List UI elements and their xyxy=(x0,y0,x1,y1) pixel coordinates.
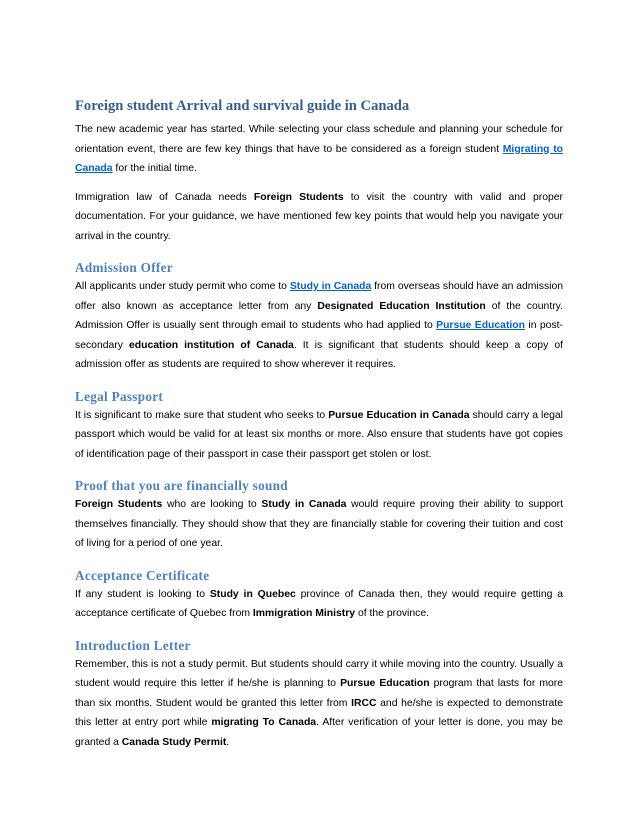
bold-term: Foreign Students xyxy=(253,191,344,203)
bold-term: Study in Quebec xyxy=(209,588,296,600)
text-run: province of Canada then, they would require getting a acceptance certificate of Quebec from xyxy=(75,588,564,619)
text-run: . xyxy=(226,736,230,748)
text-run: would require proving their ability to support themselves financially. They should show that they are financially stable for covering their tuition and cost of living for a period of one year. xyxy=(75,499,564,549)
acceptance-certificate-paragraph xyxy=(75,585,563,624)
document-page xyxy=(75,96,563,752)
text-run: and he/she is expected to demonstrate this letter at entry port while xyxy=(75,697,563,728)
admission-offer-paragraph xyxy=(75,277,563,375)
bold-term: Pursue Education in Canada xyxy=(328,409,470,421)
text-run: It is significant to make sure that student who seeks to xyxy=(75,409,329,421)
financial-proof-heading: Proof that you are financially sound xyxy=(75,478,288,493)
introduction-letter-heading: Introduction Letter xyxy=(75,637,191,653)
text-run: Immigration law of Canada needs xyxy=(75,191,254,203)
text-run: for the initial time. xyxy=(112,163,197,174)
bold-term: Immigration Ministry xyxy=(252,608,356,619)
text-run: of the country. Admission Offer is usually sent through email to students who had applied to xyxy=(75,300,563,331)
bold-term: Pursue Education xyxy=(340,678,430,689)
bold-term: IRCC xyxy=(351,697,377,709)
text-run: The new academic year has started. While selecting your class schedule and planning your schedule for orientation event, there are few key things that have to be considered as a foreign student xyxy=(75,124,563,155)
text-run: who are looking to xyxy=(162,499,262,510)
financial-proof-paragraph xyxy=(75,495,563,554)
bold-term: education institution of Canada xyxy=(129,339,294,351)
text-run: program that lasts for more than six months. Student would be granted this letter from xyxy=(75,678,563,709)
text-run: should carry a legal passport which would be valid for at least six months or more. Also ensure that students have got copies of identification page of their passport in case their passport get stolen or lost. xyxy=(75,409,563,460)
text-run: from overseas should have an admission offer also known as acceptance letter from any xyxy=(75,281,564,312)
text-run: . It is significant that students should keep a copy of admission offer as students are required to show wherever it requires. xyxy=(75,339,564,370)
intro-paragraph-2 xyxy=(75,188,563,247)
bold-term: Foreign Students xyxy=(75,499,163,510)
text-run: Remember, this is not a study permit. But students should carry it while moving into the country. Usually a student would require this letter if he/she is planning to xyxy=(75,658,563,689)
admission-offer-heading: Admission Offer xyxy=(75,260,173,275)
introduction-letter-paragraph xyxy=(75,655,563,753)
text-run: to visit the country with valid and proper documentation. For your guidance, we have mentioned few key points that would help you navigate your arrival in the country. xyxy=(75,191,563,242)
text-run: in post-secondary xyxy=(75,320,563,351)
text-run: . After verification of your letter is done, you may be granted a xyxy=(75,717,563,748)
migrating-to-canada-link[interactable]: Migrating to Canada xyxy=(75,143,564,174)
bold-term: Canada Study Permit xyxy=(121,736,227,748)
text-run: If any student is looking to xyxy=(75,588,210,600)
bold-term: migrating To Canada xyxy=(211,717,317,728)
pursue-education-link[interactable]: Pursue Education xyxy=(436,320,525,331)
acceptance-certificate-heading: Acceptance Certificate xyxy=(75,567,210,583)
legal-passport-paragraph xyxy=(75,406,563,465)
bold-term: Designated Education Institution xyxy=(317,300,486,312)
intro-paragraph-1 xyxy=(75,120,563,179)
text-run: of the province. xyxy=(355,608,430,619)
study-in-canada-link[interactable]: Study in Canada xyxy=(289,281,372,292)
page-title: Foreign student Arrival and survival guide in Canada xyxy=(75,98,410,114)
legal-passport-heading: Legal Passport xyxy=(75,388,164,404)
text-run: All applicants under study permit who come to xyxy=(75,281,290,292)
bold-term: Study in Canada xyxy=(261,499,347,510)
